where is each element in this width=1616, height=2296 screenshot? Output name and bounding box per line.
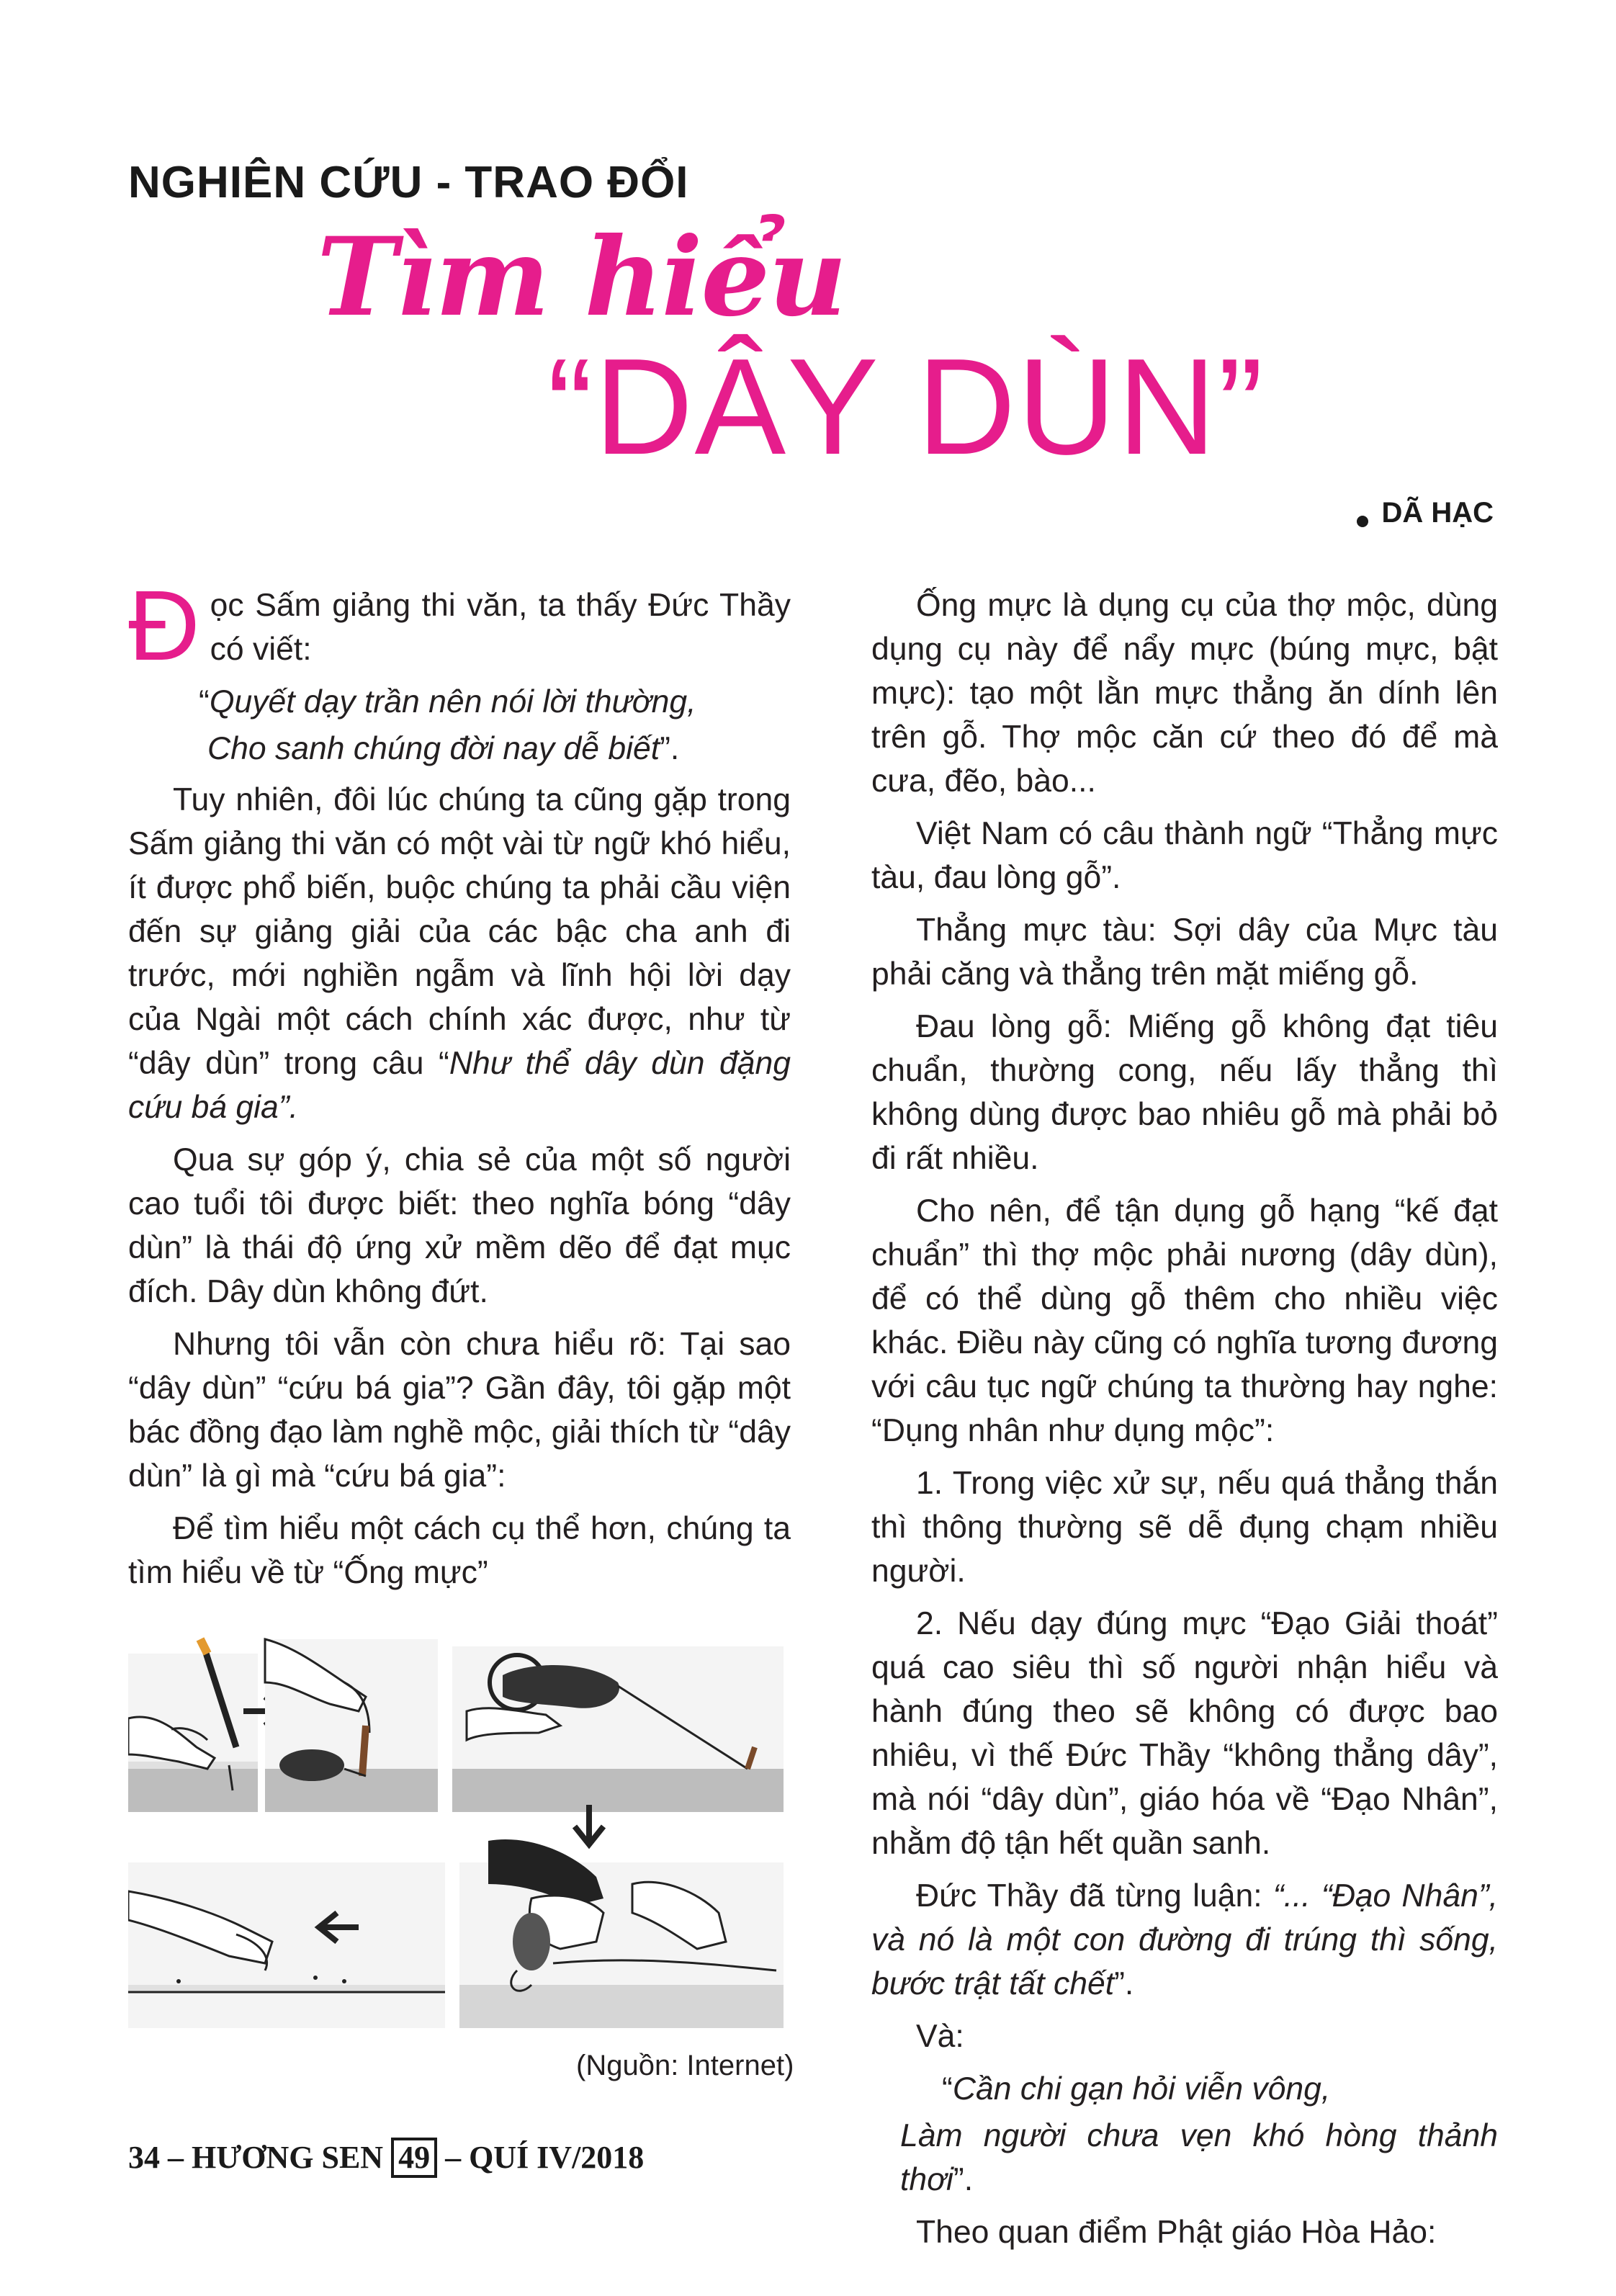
magazine-name: – HƯƠNG SEN — [168, 2140, 384, 2175]
issue-date: – QUÍ IV/2018 — [445, 2140, 645, 2175]
paragraph: Thẳng mực tàu: Sợi dây của Mực tàu phải căng và thẳng trên mặt miếng gỗ. — [871, 912, 1498, 992]
paragraph: Ống mực là dụng cụ của thợ mộc, dùng dụng cụ này để nẩy mực (búng mực, bật mực): tạo một lằn mực thẳng ăn dính lên trên gỗ. Thợ mộc căn cứ theo đó để mà cưa, đẽo, bào... — [871, 588, 1498, 799]
bullet-icon — [1357, 516, 1368, 527]
verse-line: Cho sanh chúng đời nay dễ biết”. — [207, 731, 680, 766]
paragraph: Nhưng tôi vẫn còn chưa hiểu rõ: Tại sao “dây dùn” “cứu bá gia”? Gần đây, tôi gặp một bác đồng đạo làm nghề mộc, giải thích từ “dây dùn” là gì mà “cứu bá gia”: — [128, 1327, 791, 1494]
paragraph: Qua sự góp ý, chia sẻ của một số người cao tuổi tôi được biết: theo nghĩa bóng “dây dùn” là thái độ ứng xử mềm dẽo để đạt mục đích. Dây dùn không đứt. — [128, 1142, 791, 1309]
illustration-panel-1 — [128, 1639, 258, 1812]
figure-caption: (Nguồn: Internet) — [576, 2050, 794, 2081]
paragraph: Đau lòng gỗ: Miếng gỗ không đạt tiêu chuẩn, thường cong, nếu lấy thẳng thì không dùng được bao nhiêu gỗ mà phải bỏ đi rất nhiều. — [871, 1009, 1498, 1176]
article-title-main: “DÂY DÙN” — [547, 331, 1265, 483]
paragraph: Và: — [916, 2019, 964, 2054]
verse-line: Làm người chưa vẹn khó hòng thảnh thơi”. — [900, 2118, 1498, 2197]
paragraph: Cho nên, để tận dụng gỗ hạng “kế đạt chuẩn” thì thợ mộc phải nương (dây dùn), để có thể dùng gỗ thêm cho nhiều việc khác. Điều này cũng có nghĩa tương đương với câu tục ngữ chúng ta thường hay nghe: “Dụng nhân như dụng mộc”: — [871, 1193, 1498, 1448]
verse-line: “Cần chi gạn hỏi viễn vông, — [942, 2071, 1331, 2107]
paragraph: Tuy nhiên, đôi lúc chúng ta cũng gặp trong Sấm giảng thi văn có một vài từ ngữ khó hiểu, ít được phổ biến, buộc chúng ta phải cầu viện đến sự giảng giải của các bậc cha anh đi trước, mới nghiền ngẫm và lĩnh hội lời dạy của Ngài một cách chính xác được, như từ “dây dùn” trong câu “Như thể dây dùn đặng cứu bá gia”. — [128, 782, 791, 1125]
paragraph: Theo quan điểm Phật giáo Hòa Hảo: — [916, 2215, 1437, 2250]
paragraph: Đọc Sấm giảng thi văn, ta thấy Đức Thầy có viết: — [128, 570, 791, 681]
paragraph: Việt Nam có câu thành ngữ “Thẳng mực tàu, đau lòng gỗ”. — [871, 816, 1498, 895]
author-name: DÃ HẠC — [1381, 497, 1494, 529]
right-column — [871, 583, 1498, 2263]
paragraph: 1. Trong việc xử sự, nếu quá thẳng thắn thì thông thường sẽ dễ đụng chạm nhiều người. — [871, 1466, 1498, 1589]
ink-line-figure — [128, 1625, 791, 2028]
illustration-panel-2 — [265, 1639, 438, 1812]
illustration-panel-4 — [128, 1862, 445, 2028]
page-number: 34 — [128, 2140, 160, 2175]
dropcap: Đ — [128, 570, 200, 681]
paragraph: Đức Thầy đã từng luận: “... “Đạo Nhân”, và nó là một con đường đi trúng thì sống, bước trật tất chết”. — [871, 1878, 1498, 2001]
article-title-script: Tìm hiểu — [317, 214, 846, 341]
illustration-panel-3 — [452, 1646, 784, 1812]
paragraph: 2. Nếu dạy đúng mực “Đạo Giải thoát” quá cao siêu thì số người nhận hiểu và hành đúng theo sẽ không có được bao nhiêu, vì thế Đức Thầy “không thẳng dây”, mà nói “dây dùn”, giáo hóa về “Đạo Nhân”, nhằm độ tận hết quần sanh. — [871, 1606, 1498, 1861]
issue-number: 49 — [391, 2138, 437, 2178]
section-label: NGHIÊN CỨU - TRAO ĐỔI — [128, 158, 689, 207]
verse-line: “Quyết dạy trần nên nói lời thường, — [199, 684, 696, 719]
illustration-panel-5 — [459, 1839, 784, 2028]
paragraph: Để tìm hiểu một cách cụ thể hơn, chúng ta tìm hiểu về từ “Ống mực” — [128, 1511, 791, 1590]
page-footer — [128, 2138, 644, 2178]
left-column — [128, 570, 791, 1603]
author-byline — [1357, 497, 1494, 529]
